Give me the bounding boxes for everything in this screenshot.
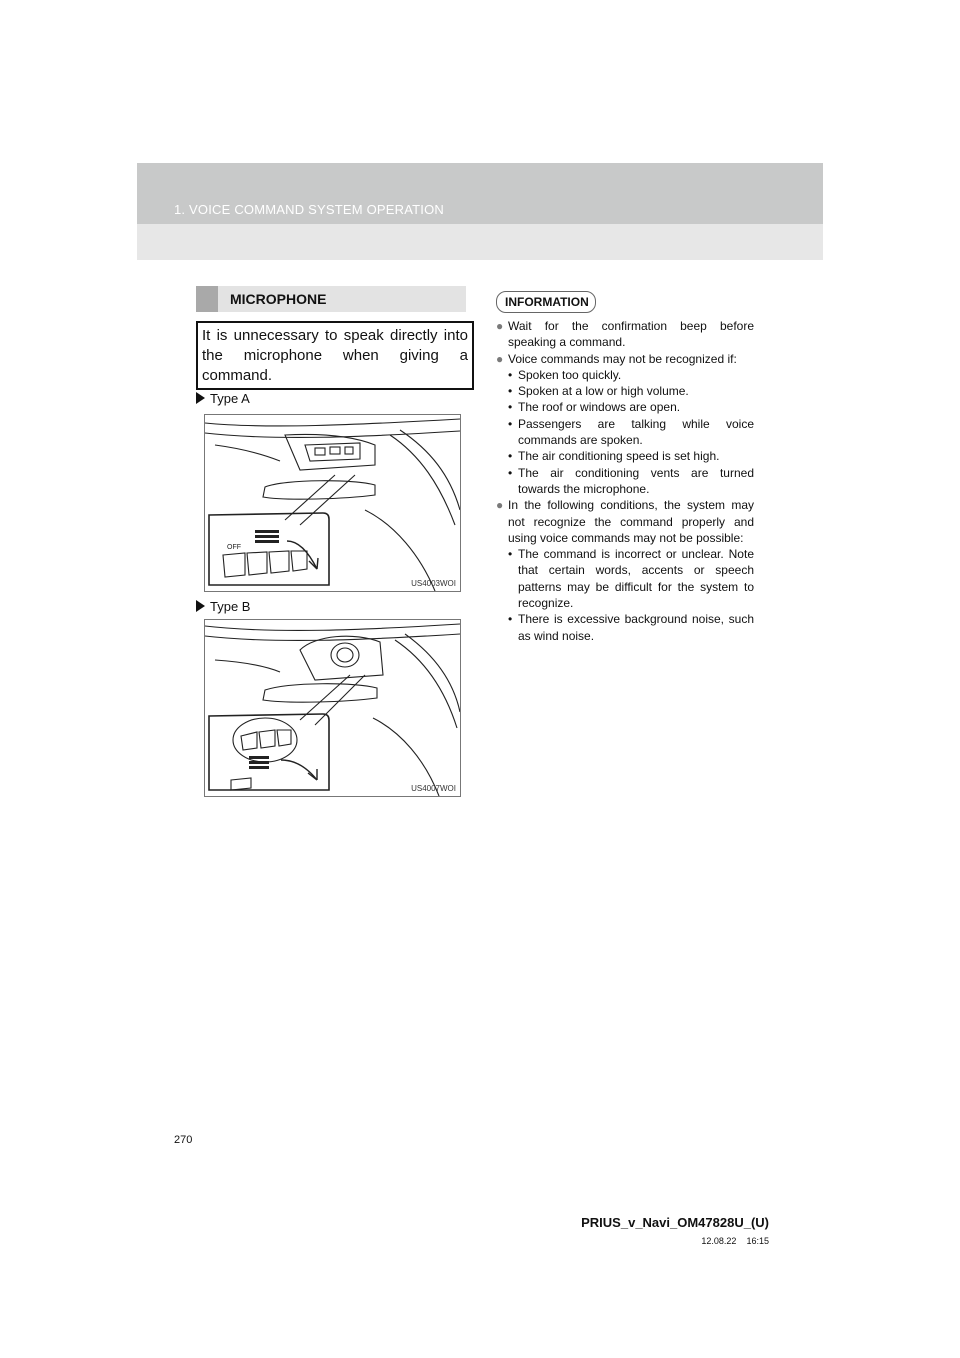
overhead-console-illustration-b bbox=[205, 620, 460, 796]
information-tab: INFORMATION bbox=[496, 291, 596, 313]
figure-code-a: US4003WOI bbox=[411, 579, 456, 588]
figure-code-b: US4007WOI bbox=[411, 784, 456, 793]
section-marker bbox=[196, 286, 218, 312]
note-text: It is unnecessary to speak directly into the microphone when giving a command. bbox=[202, 327, 468, 384]
info-sub-item: • Passengers are talking while voice commands are spoken. bbox=[508, 416, 754, 448]
page-number: 270 bbox=[174, 1134, 193, 1146]
figure-type-a bbox=[204, 414, 461, 592]
circle-bullet-icon: ● bbox=[496, 351, 504, 366]
print-timestamp bbox=[701, 1236, 769, 1246]
overhead-console-illustration-a bbox=[205, 415, 460, 591]
info-sub-item: • There is excessive background noise, such as wind noise. bbox=[508, 612, 754, 643]
print-date: 12.08.22 bbox=[701, 1236, 737, 1246]
info-sub-item: • The air conditioning vents are turned towards the microphone. bbox=[508, 465, 754, 496]
info-bullet: ● Wait for the confirmation beep before speaking a command. bbox=[496, 319, 754, 350]
header-subband bbox=[137, 224, 823, 260]
figure-type-b bbox=[204, 619, 461, 797]
note-box bbox=[196, 321, 474, 390]
section-header: 1. VOICE COMMAND SYSTEM OPERATION bbox=[174, 202, 445, 217]
document-id: PRIUS_v_Navi_OM47828U_(U) bbox=[581, 1215, 769, 1230]
section-title: MICROPHONE bbox=[230, 291, 327, 307]
info-sub-item: • The command is incorrect or unclear. Note that certain words, accents or speech patterns may be difficult for the system to recognize. bbox=[508, 547, 754, 611]
circle-bullet-icon: ● bbox=[496, 319, 504, 333]
info-sub-item: • Spoken too quickly. bbox=[508, 367, 622, 382]
info-sub-item: • The roof or windows are open. bbox=[508, 400, 681, 415]
info-sub-item: • The air conditioning speed is set high. bbox=[508, 449, 720, 464]
section-title-bar bbox=[196, 286, 466, 312]
circle-bullet-icon: ● bbox=[496, 498, 504, 513]
information-list bbox=[496, 318, 754, 644]
info-bullet: ● In the following conditions, the system may not recognize the command properly and using voice commands may not be possible: bbox=[496, 498, 754, 545]
info-bullet: ● Voice commands may not be recognized if: bbox=[496, 351, 737, 366]
triangle-bullet-icon bbox=[196, 600, 205, 612]
info-sub-item: • Spoken at a low or high volume. bbox=[508, 384, 689, 399]
print-time: 16:15 bbox=[746, 1236, 769, 1246]
triangle-bullet-icon bbox=[196, 392, 205, 404]
type-a-label: Type A bbox=[196, 391, 250, 406]
off-label: OFF bbox=[227, 544, 241, 551]
type-b-label: Type B bbox=[196, 599, 250, 614]
